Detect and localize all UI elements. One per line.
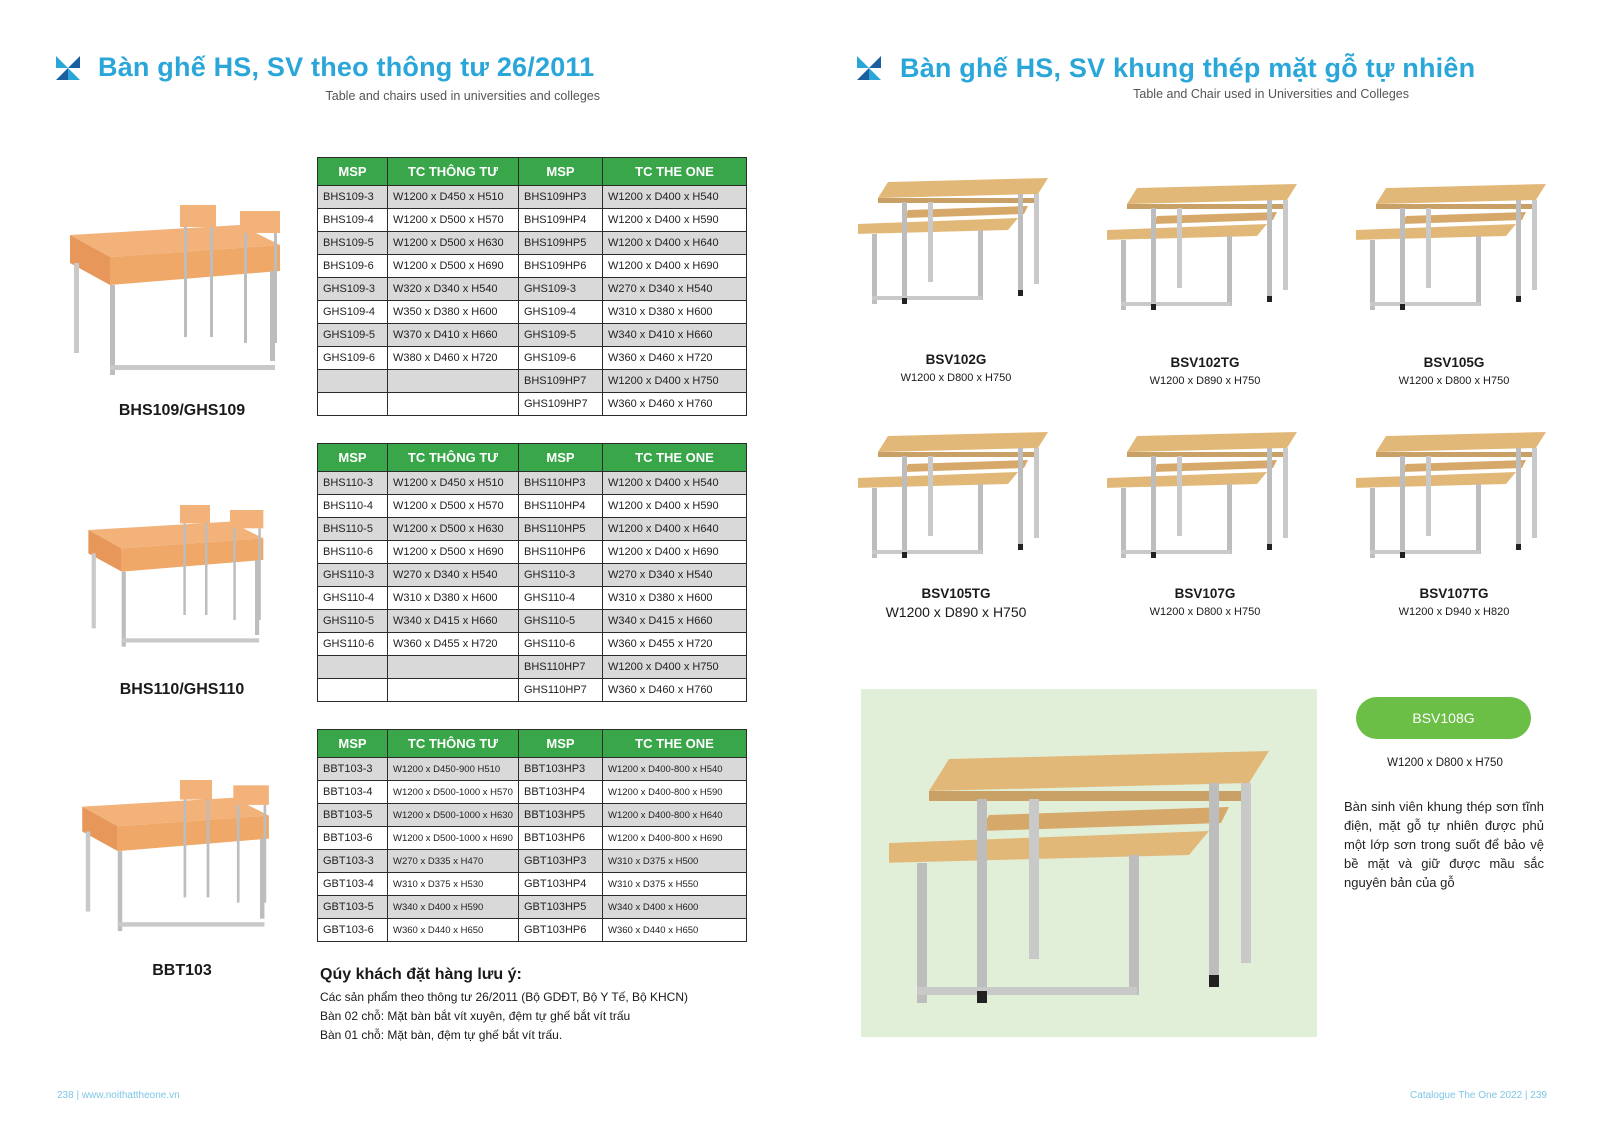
bsv108g-image: [889, 739, 1289, 1019]
table-header-row: [318, 444, 747, 472]
table-cell: BHS109HP6: [519, 255, 603, 278]
bsv107g-image: [1107, 426, 1307, 566]
table-cell: GHS110-3: [318, 564, 388, 587]
table-cell: W270 x D340 x H540: [603, 564, 747, 587]
table-cell: W1200 x D500 x H630: [388, 232, 519, 255]
bsv-name: BSV105G: [1423, 355, 1485, 370]
bsv-dims: W1200 x D890 x H750: [1149, 375, 1261, 387]
table-cell: W320 x D340 x H540: [388, 278, 519, 301]
table-cell: BBT103HP6: [519, 827, 603, 850]
table-cell: W360 x D460 x H760: [603, 393, 747, 416]
spec-table-bbt103: [317, 729, 747, 942]
order-note-line: Bàn 02 chỗ: Mặt bàn bắt vít xuyên, đệm tự ghế bắt vít trấu: [320, 1009, 631, 1023]
column-header: TC THÔNG TƯ: [388, 158, 519, 186]
table-cell: W1200 x D500 x H690: [388, 541, 519, 564]
table-cell: [388, 656, 519, 679]
feature-product-panel: [861, 689, 1317, 1037]
table-cell: BHS110HP4: [519, 495, 603, 518]
table-cell: W1200 x D400 x H540: [603, 472, 747, 495]
column-header: TC THE ONE: [603, 158, 747, 186]
table-cell: W1200 x D500 x H570: [388, 209, 519, 232]
table-cell: W350 x D380 x H600: [388, 301, 519, 324]
table-row: [318, 781, 747, 804]
table-row: [318, 393, 747, 416]
table-cell: [318, 656, 388, 679]
table-row: [318, 656, 747, 679]
product-label-bhs109: BHS109/GHS109: [118, 402, 246, 419]
table-cell: W340 x D415 x H660: [603, 610, 747, 633]
table-row: [318, 186, 747, 209]
table-cell: GHS110-5: [318, 610, 388, 633]
table-cell: W1200 x D500 x H690: [388, 255, 519, 278]
table-cell: W1200 x D400 x H540: [603, 186, 747, 209]
table-cell: GHS109-3: [519, 278, 603, 301]
bsv-dims: W1200 x D800 x H750: [1149, 606, 1261, 618]
table-row: [318, 232, 747, 255]
table-cell: BHS109-5: [318, 232, 388, 255]
table-row: [318, 209, 747, 232]
table-cell: [388, 370, 519, 393]
table-cell: GBT103-4: [318, 873, 388, 896]
table-cell: W360 x D460 x H760: [603, 679, 747, 702]
table-cell: W1200 x D400 x H590: [603, 495, 747, 518]
table-cell: W360 x D455 x H720: [603, 633, 747, 656]
table-cell: [388, 393, 519, 416]
column-header: TC THE ONE: [603, 730, 747, 758]
table-cell: W360 x D455 x H720: [388, 633, 519, 656]
table-cell: W360 x D440 x H650: [603, 919, 747, 942]
left-page-subtitle: Table and chairs used in universities and colleges: [325, 89, 600, 103]
table-cell: BBT103HP4: [519, 781, 603, 804]
footer-left: 238 | www.noithattheone.vn: [57, 1090, 180, 1101]
bsv-name: BSV102G: [925, 352, 987, 367]
table-row: [318, 347, 747, 370]
column-header: MSP: [318, 158, 388, 186]
bhs110-desk-chair-image: [60, 505, 300, 655]
brand-logo-icon: [857, 56, 881, 80]
table-cell: W310 x D380 x H600: [603, 301, 747, 324]
table-row: [318, 827, 747, 850]
table-cell: GHS109-4: [519, 301, 603, 324]
table-cell: W1200 x D400 x H750: [603, 656, 747, 679]
table-cell: GHS110-6: [318, 633, 388, 656]
table-cell: BHS109HP3: [519, 186, 603, 209]
table-row: [318, 472, 747, 495]
table-row: [318, 679, 747, 702]
table-cell: BBT103HP3: [519, 758, 603, 781]
table-cell: BHS110HP3: [519, 472, 603, 495]
table-cell: BHS110HP5: [519, 518, 603, 541]
table-cell: W360 x D460 x H720: [603, 347, 747, 370]
table-cell: BHS110-4: [318, 495, 388, 518]
column-header: MSP: [519, 444, 603, 472]
table-cell: BHS110-6: [318, 541, 388, 564]
table-cell: BHS109-3: [318, 186, 388, 209]
table-cell: BHS110HP7: [519, 656, 603, 679]
table-cell: W370 x D410 x H660: [388, 324, 519, 347]
table-cell: W1200 x D400 x H690: [603, 541, 747, 564]
bsv107tg-image: [1356, 426, 1556, 566]
table-row: [318, 278, 747, 301]
table-cell: GHS110-4: [318, 587, 388, 610]
right-page-subtitle: Table and Chair used in Universities and Colleges: [1133, 87, 1409, 101]
table-cell: BHS110HP6: [519, 541, 603, 564]
bhs109-desk-chair-image: [60, 205, 300, 385]
column-header: TC THÔNG TƯ: [388, 730, 519, 758]
right-page-title: Bàn ghế HS, SV khung thép mặt gỗ tự nhiên: [900, 53, 1476, 83]
table-cell: GBT103HP6: [519, 919, 603, 942]
product-label-bhs110: BHS110/GHS110: [119, 681, 245, 698]
table-row: [318, 370, 747, 393]
table-cell: GBT103-6: [318, 919, 388, 942]
table-cell: [318, 679, 388, 702]
table-cell: W310 x D375 x H530: [388, 873, 519, 896]
table-cell: GHS110-4: [519, 587, 603, 610]
table-row: [318, 255, 747, 278]
table-cell: W1200 x D500-1000 x H630: [388, 804, 519, 827]
table-cell: W1200 x D400 x H590: [603, 209, 747, 232]
table-cell: W1200 x D500 x H570: [388, 495, 519, 518]
table-cell: W310 x D380 x H600: [603, 587, 747, 610]
bsv-name: BSV102TG: [1170, 355, 1240, 370]
table-cell: W1200 x D400-800 x H540: [603, 758, 747, 781]
table-cell: BHS109HP5: [519, 232, 603, 255]
table-cell: W1200 x D400 x H690: [603, 255, 747, 278]
left-page-title: Bàn ghế HS, SV theo thông tư 26/2011: [98, 52, 595, 82]
table-cell: W340 x D400 x H590: [388, 896, 519, 919]
table-cell: GHS109-5: [318, 324, 388, 347]
table-cell: GHS110-6: [519, 633, 603, 656]
table-row: [318, 518, 747, 541]
table-row: [318, 495, 747, 518]
feature-product-badge: BSV108G: [1356, 697, 1531, 739]
table-cell: GHS109-6: [519, 347, 603, 370]
brand-logo-icon: [56, 56, 80, 80]
product-label-bbt103: BBT103: [152, 962, 212, 979]
feature-product-dims: W1200 x D800 x H750: [1387, 757, 1503, 769]
table-cell: GHS109HP7: [519, 393, 603, 416]
table-cell: W1200 x D400-800 x H640: [603, 804, 747, 827]
table-cell: GHS110-5: [519, 610, 603, 633]
table-row: [318, 301, 747, 324]
table-cell: W340 x D400 x H600: [603, 896, 747, 919]
table-cell: W1200 x D400 x H750: [603, 370, 747, 393]
table-cell: GHS109-6: [318, 347, 388, 370]
table-row: [318, 633, 747, 656]
bsv-name: BSV107G: [1174, 586, 1236, 601]
table-cell: BHS109-6: [318, 255, 388, 278]
table-header-row: [318, 158, 747, 186]
table-cell: W310 x D380 x H600: [388, 587, 519, 610]
footer-right: Catalogue The One 2022 | 239: [1410, 1090, 1547, 1101]
table-cell: W310 x D375 x H550: [603, 873, 747, 896]
table-cell: [388, 679, 519, 702]
table-row: [318, 541, 747, 564]
table-cell: [318, 393, 388, 416]
table-cell: W270 x D340 x H540: [388, 564, 519, 587]
table-cell: GBT103HP4: [519, 873, 603, 896]
order-notes-title: Qúy khách đặt hàng lưu ý:: [320, 966, 522, 983]
column-header: TC THÔNG TƯ: [388, 444, 519, 472]
table-row: [318, 919, 747, 942]
table-cell: BBT103-3: [318, 758, 388, 781]
table-cell: BHS109HP4: [519, 209, 603, 232]
table-row: [318, 610, 747, 633]
table-cell: BBT103-4: [318, 781, 388, 804]
table-cell: W380 x D460 x H720: [388, 347, 519, 370]
bsv-name: BSV105TG: [921, 586, 991, 601]
table-cell: W360 x D440 x H650: [388, 919, 519, 942]
order-note-line: Bàn 01 chỗ: Mặt bàn, đệm tự ghế bắt vít trấu.: [320, 1028, 563, 1042]
column-header: MSP: [519, 730, 603, 758]
table-cell: W1200 x D400 x H640: [603, 232, 747, 255]
bsv-dims: W1200 x D890 x H750: [885, 604, 1027, 620]
bsv-dims: W1200 x D800 x H750: [1398, 375, 1510, 387]
table-cell: BBT103HP5: [519, 804, 603, 827]
spec-table-bhs110: [317, 443, 747, 702]
column-header: MSP: [318, 730, 388, 758]
table-cell: BHS109HP7: [519, 370, 603, 393]
table-cell: BHS110-5: [318, 518, 388, 541]
bsv-dims: W1200 x D940 x H820: [1398, 606, 1510, 618]
bsv105g-image: [1356, 178, 1556, 318]
bsv-dims: W1200 x D800 x H750: [900, 372, 1012, 384]
table-cell: W1200 x D500 x H630: [388, 518, 519, 541]
table-cell: GBT103-3: [318, 850, 388, 873]
column-header: TC THE ONE: [603, 444, 747, 472]
table-cell: GHS109-3: [318, 278, 388, 301]
table-cell: GBT103-5: [318, 896, 388, 919]
table-cell: W1200 x D500-1000 x H570: [388, 781, 519, 804]
table-cell: GBT103HP3: [519, 850, 603, 873]
order-note-line: Các sản phẩm theo thông tư 26/2011 (Bộ GDĐT, Bộ Y Tế, Bộ KHCN): [320, 990, 689, 1004]
bbt103-desk-chair-image: [60, 780, 300, 940]
table-row: [318, 896, 747, 919]
table-cell: GHS110HP7: [519, 679, 603, 702]
feature-product-description: Bàn sinh viên khung thép sơn tĩnh điện, mặt gỗ tự nhiên được phủ một lớp sơn trong suốt để bảo vệ bề mặt và giữ được mầu sắc nguyên bản của gỗ: [1344, 799, 1544, 890]
table-cell: W340 x D415 x H660: [388, 610, 519, 633]
bsv102tg-image: [1107, 178, 1307, 318]
table-cell: GHS109-4: [318, 301, 388, 324]
table-row: [318, 758, 747, 781]
bsv105tg-image: [858, 426, 1058, 566]
table-header-row: [318, 730, 747, 758]
table-cell: BHS109-4: [318, 209, 388, 232]
table-cell: W1200 x D500-1000 x H690: [388, 827, 519, 850]
column-header: MSP: [318, 444, 388, 472]
table-cell: W310 x D375 x H500: [603, 850, 747, 873]
table-cell: W1200 x D450 x H510: [388, 472, 519, 495]
table-cell: [318, 370, 388, 393]
table-row: [318, 804, 747, 827]
table-row: [318, 873, 747, 896]
table-row: [318, 850, 747, 873]
table-cell: W1200 x D400-800 x H590: [603, 781, 747, 804]
table-cell: GHS110-3: [519, 564, 603, 587]
table-row: [318, 324, 747, 347]
table-cell: W270 x D340 x H540: [603, 278, 747, 301]
table-cell: GBT103HP5: [519, 896, 603, 919]
table-cell: GHS109-5: [519, 324, 603, 347]
table-cell: W1200 x D400-800 x H690: [603, 827, 747, 850]
spec-table-bhs109: [317, 157, 747, 416]
column-header: MSP: [519, 158, 603, 186]
table-cell: W1200 x D400 x H640: [603, 518, 747, 541]
bsv-name: BSV107TG: [1419, 586, 1489, 601]
bsv102g-image: [858, 172, 1058, 312]
table-row: [318, 587, 747, 610]
table-cell: W1200 x D450-900 H510: [388, 758, 519, 781]
table-cell: W340 x D410 x H660: [603, 324, 747, 347]
table-cell: BBT103-6: [318, 827, 388, 850]
table-cell: BBT103-5: [318, 804, 388, 827]
table-cell: W1200 x D450 x H510: [388, 186, 519, 209]
table-cell: BHS110-3: [318, 472, 388, 495]
table-cell: W270 x D335 x H470: [388, 850, 519, 873]
table-row: [318, 564, 747, 587]
